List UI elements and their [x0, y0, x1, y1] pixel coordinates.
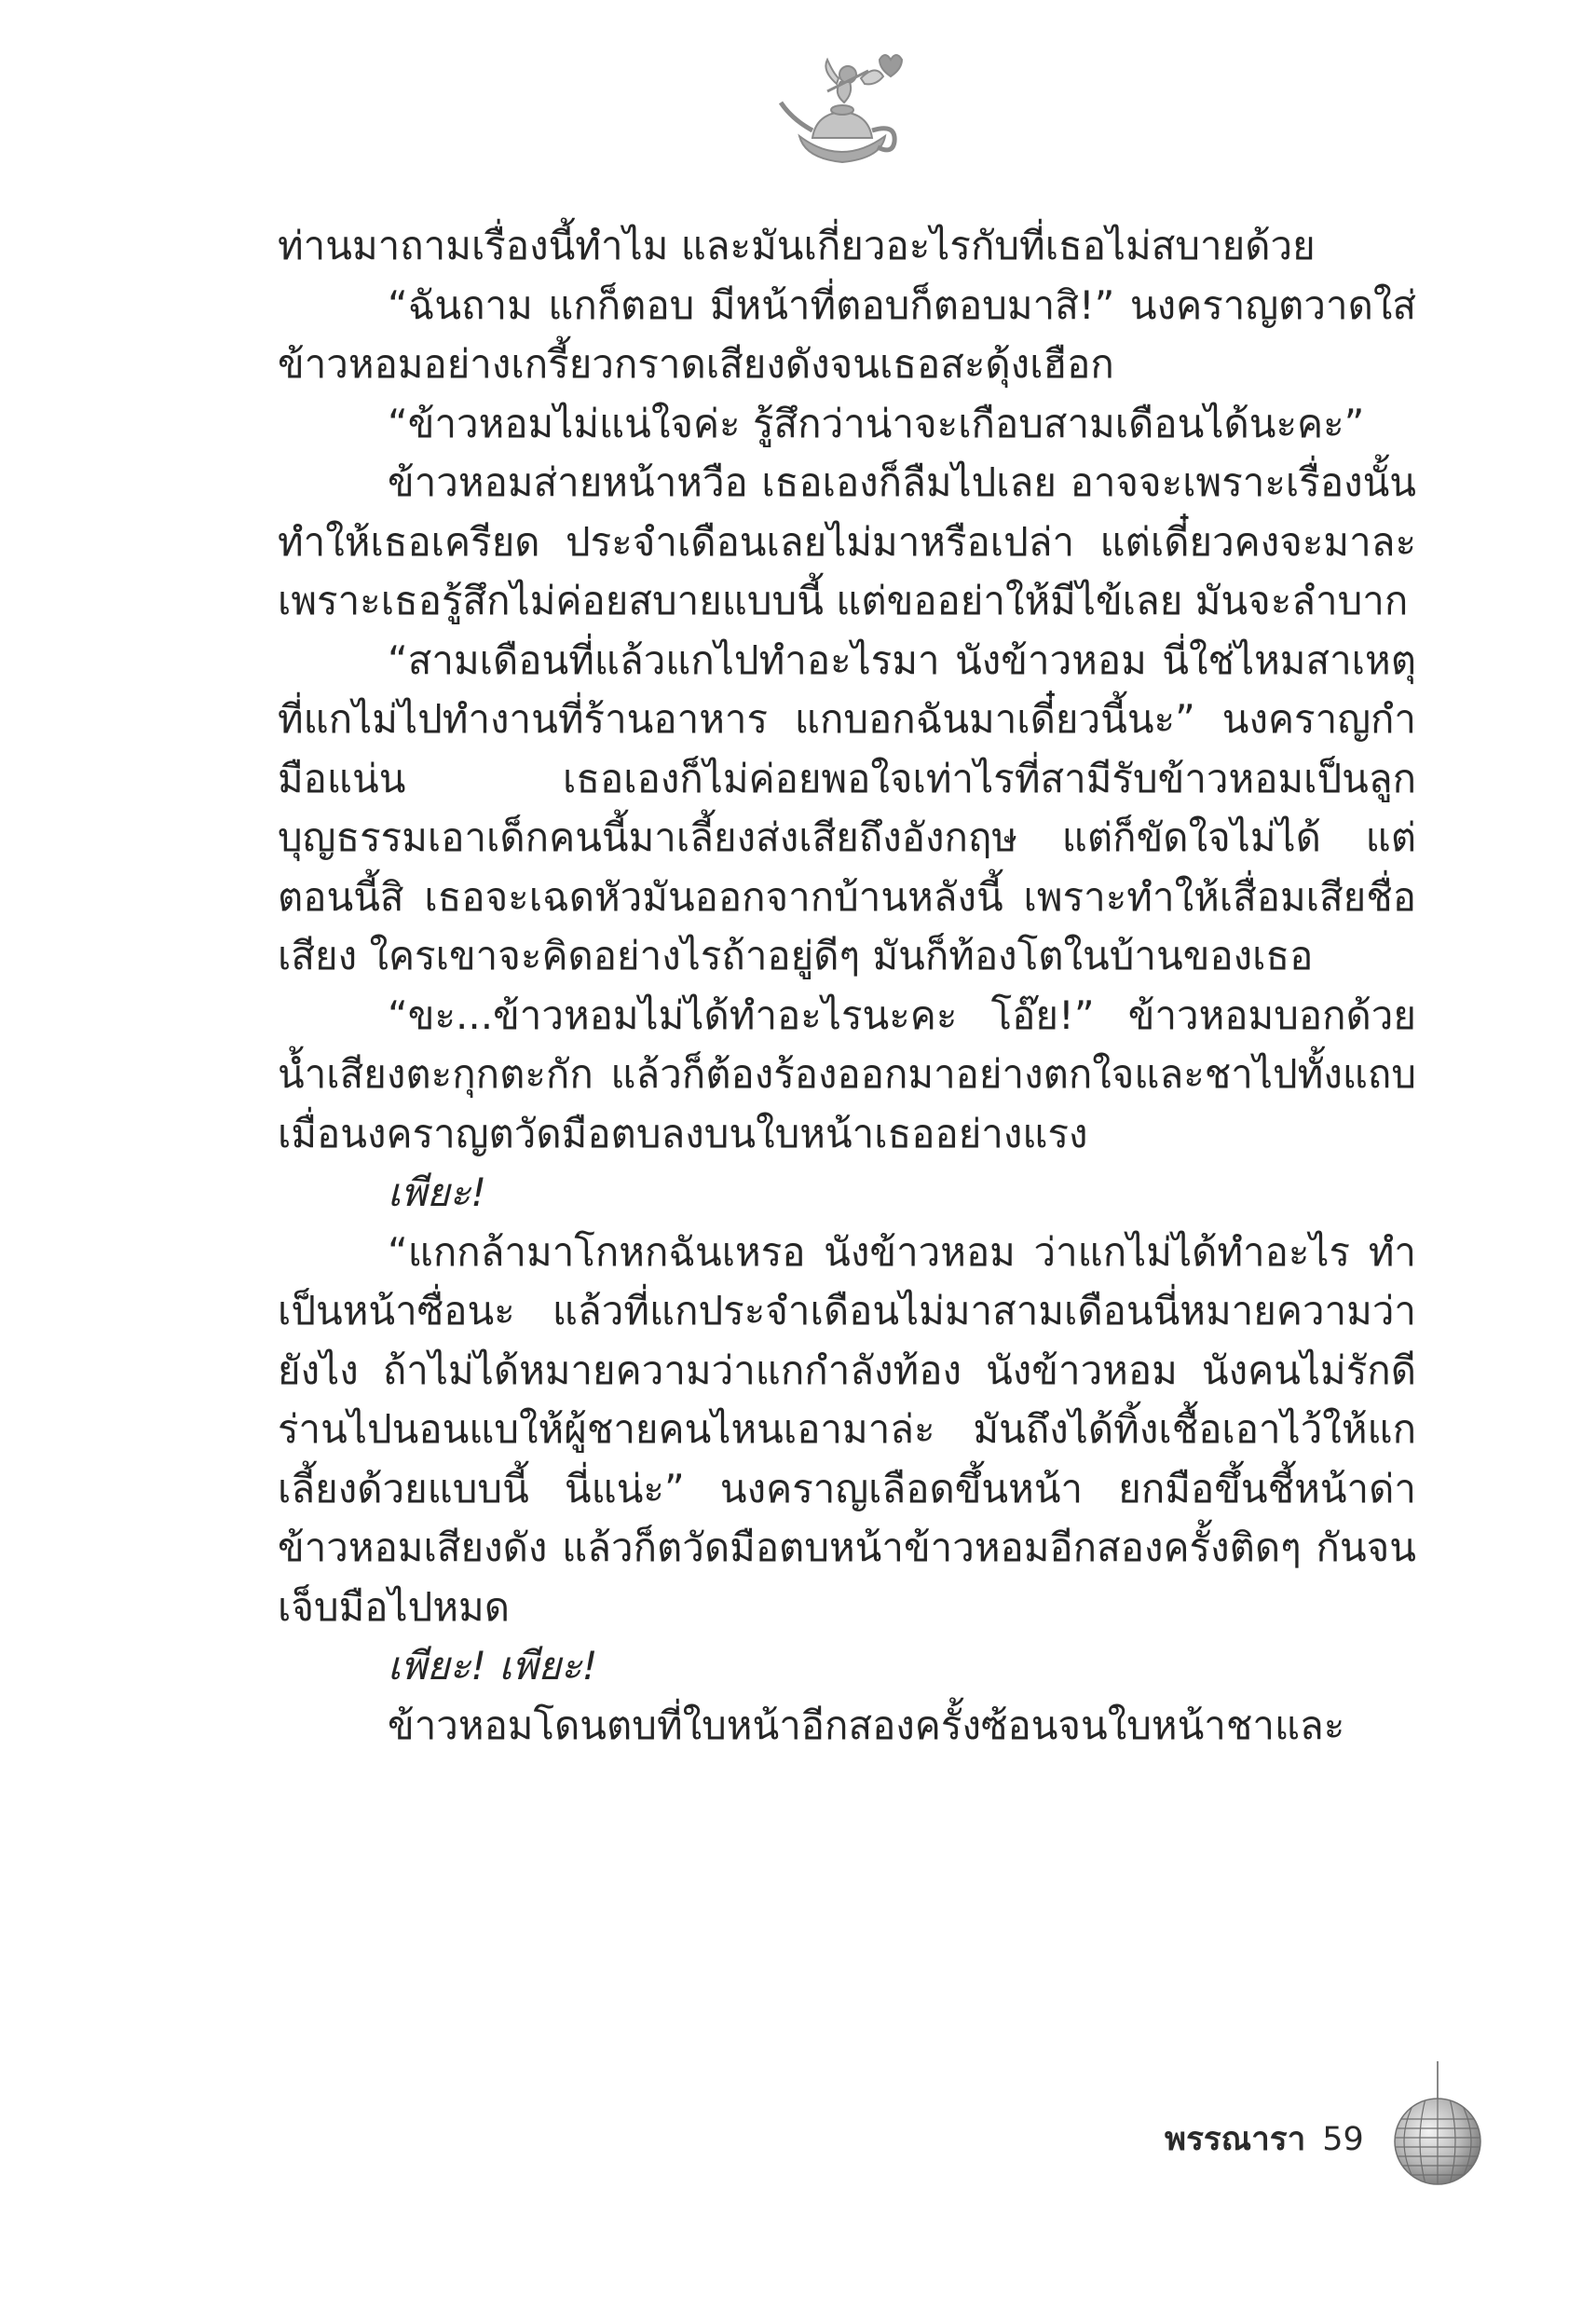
sound-effect: เพียะ!	[388, 1169, 487, 1215]
sound-effect: เพียะ! เพียะ!	[388, 1643, 598, 1689]
body-text	[278, 216, 1416, 1755]
paragraph: “สามเดือนที่แล้วแกไปทำอะไรมา นังข้าวหอม นี่ใช่ไหมสาเหตุที่แกไม่ไปทำงานที่ร้านอาหาร แกบอกฉันมาเดี๋ยวนี้นะ” นงคราญกำมือแน่น เธอเองก็ไม่ค่อยพอใจเท่าไรที่สามีรับข้าวหอมเป็นลูกบุญธรรมเอาเด็กคนนี้มาเลี้ยงส่งเสียถึงอังกฤษ แต่ก็ขัดใจไม่ได้ แต่ตอนนี้สิ เธอจะเฉดหัวมันออกจากบ้านหลังนี้ เพราะทำให้เสื่อมเสียชื่อเสียง ใครเขาจะคิดอย่างไรถ้าอยู่ดีๆ มันก็ท้องโตในบ้านของเธอ	[278, 636, 1416, 978]
teapot-cupid-icon	[771, 45, 911, 185]
paragraph: ท่านมาถามเรื่องนี้ทำไม และมันเกี่ยวอะไรกับที่เธอไม่สบายด้วย	[278, 223, 1316, 268]
paragraph: “ฉันถาม แกก็ตอบ มีหน้าที่ตอบก็ตอบมาสิ!” นงคราญตวาดใส่ข้าวหอมอย่างเกรี้ยวกราดเสียงดังจนเธอสะดุ้งเฮือก	[278, 281, 1416, 387]
page-number: 59	[1322, 2121, 1364, 2158]
paragraph: ข้าวหอมโดนตบที่ใบหน้าอีกสองครั้งซ้อนจนใบหน้าชาและ	[388, 1702, 1345, 1748]
paragraph: “ข้าวหอมไม่แน่ใจค่ะ รู้สึกว่าน่าจะเกือบสามเดือนได้นะคะ”	[388, 400, 1365, 446]
book-title: พรรณารา	[1165, 2121, 1306, 2158]
page-footer	[1165, 2113, 1364, 2166]
paragraph: “แกกล้ามาโกหกฉันเหรอ นังข้าวหอม ว่าแกไม่ได้ทำอะไร ทำเป็นหน้าซื่อนะ แล้วที่แกประจำเดือนไม่มาสามเดือนนี่หมายความว่ายังไง ถ้าไม่ได้หมายความว่าแกกำลังท้อง นังข้าวหอม นังคนไม่รักดี ร่านไปนอนแบให้ผู้ชายคนไหนเอามาล่ะ มันถึงได้ทิ้งเชื้อเอาไว้ให้แกเลี้ยงด้วยแบบนี้ นี่แน่ะ” นงคราญเลือดขึ้นหน้า ยกมือขึ้นชี้หน้าด่าข้าวหอมเสียงดัง แล้วก็ตวัดมือตบหน้าข้าวหอมอีกสองครั้งติดๆ กันจนเจ็บมือไปหมด	[278, 1228, 1416, 1630]
disco-ball-icon	[1386, 2061, 1489, 2192]
paragraph: ข้าวหอมส่ายหน้าหวือ เธอเองก็ลืมไปเลย อาจจะเพราะเรื่องนั้นทำให้เธอเครียด ประจำเดือนเลยไม่มาหรือเปล่า แต่เดี๋ยวคงจะมาละเพราะเธอรู้สึกไม่ค่อยสบายแบบนี้ แต่ขออย่าให้มีไข้เลย มันจะลำบาก	[278, 459, 1416, 623]
paragraph: “ขะ...ข้าวหอมไม่ได้ทำอะไรนะคะ โอ๊ย!” ข้าวหอมบอกด้วยน้ำเสียงตะกุกตะกัก แล้วก็ต้องร้องออกมาอย่างตกใจและชาไปทั้งแถบเมื่อนงคราญตวัดมือตบลงบนใบหน้าเธออย่างแรง	[278, 991, 1416, 1156]
